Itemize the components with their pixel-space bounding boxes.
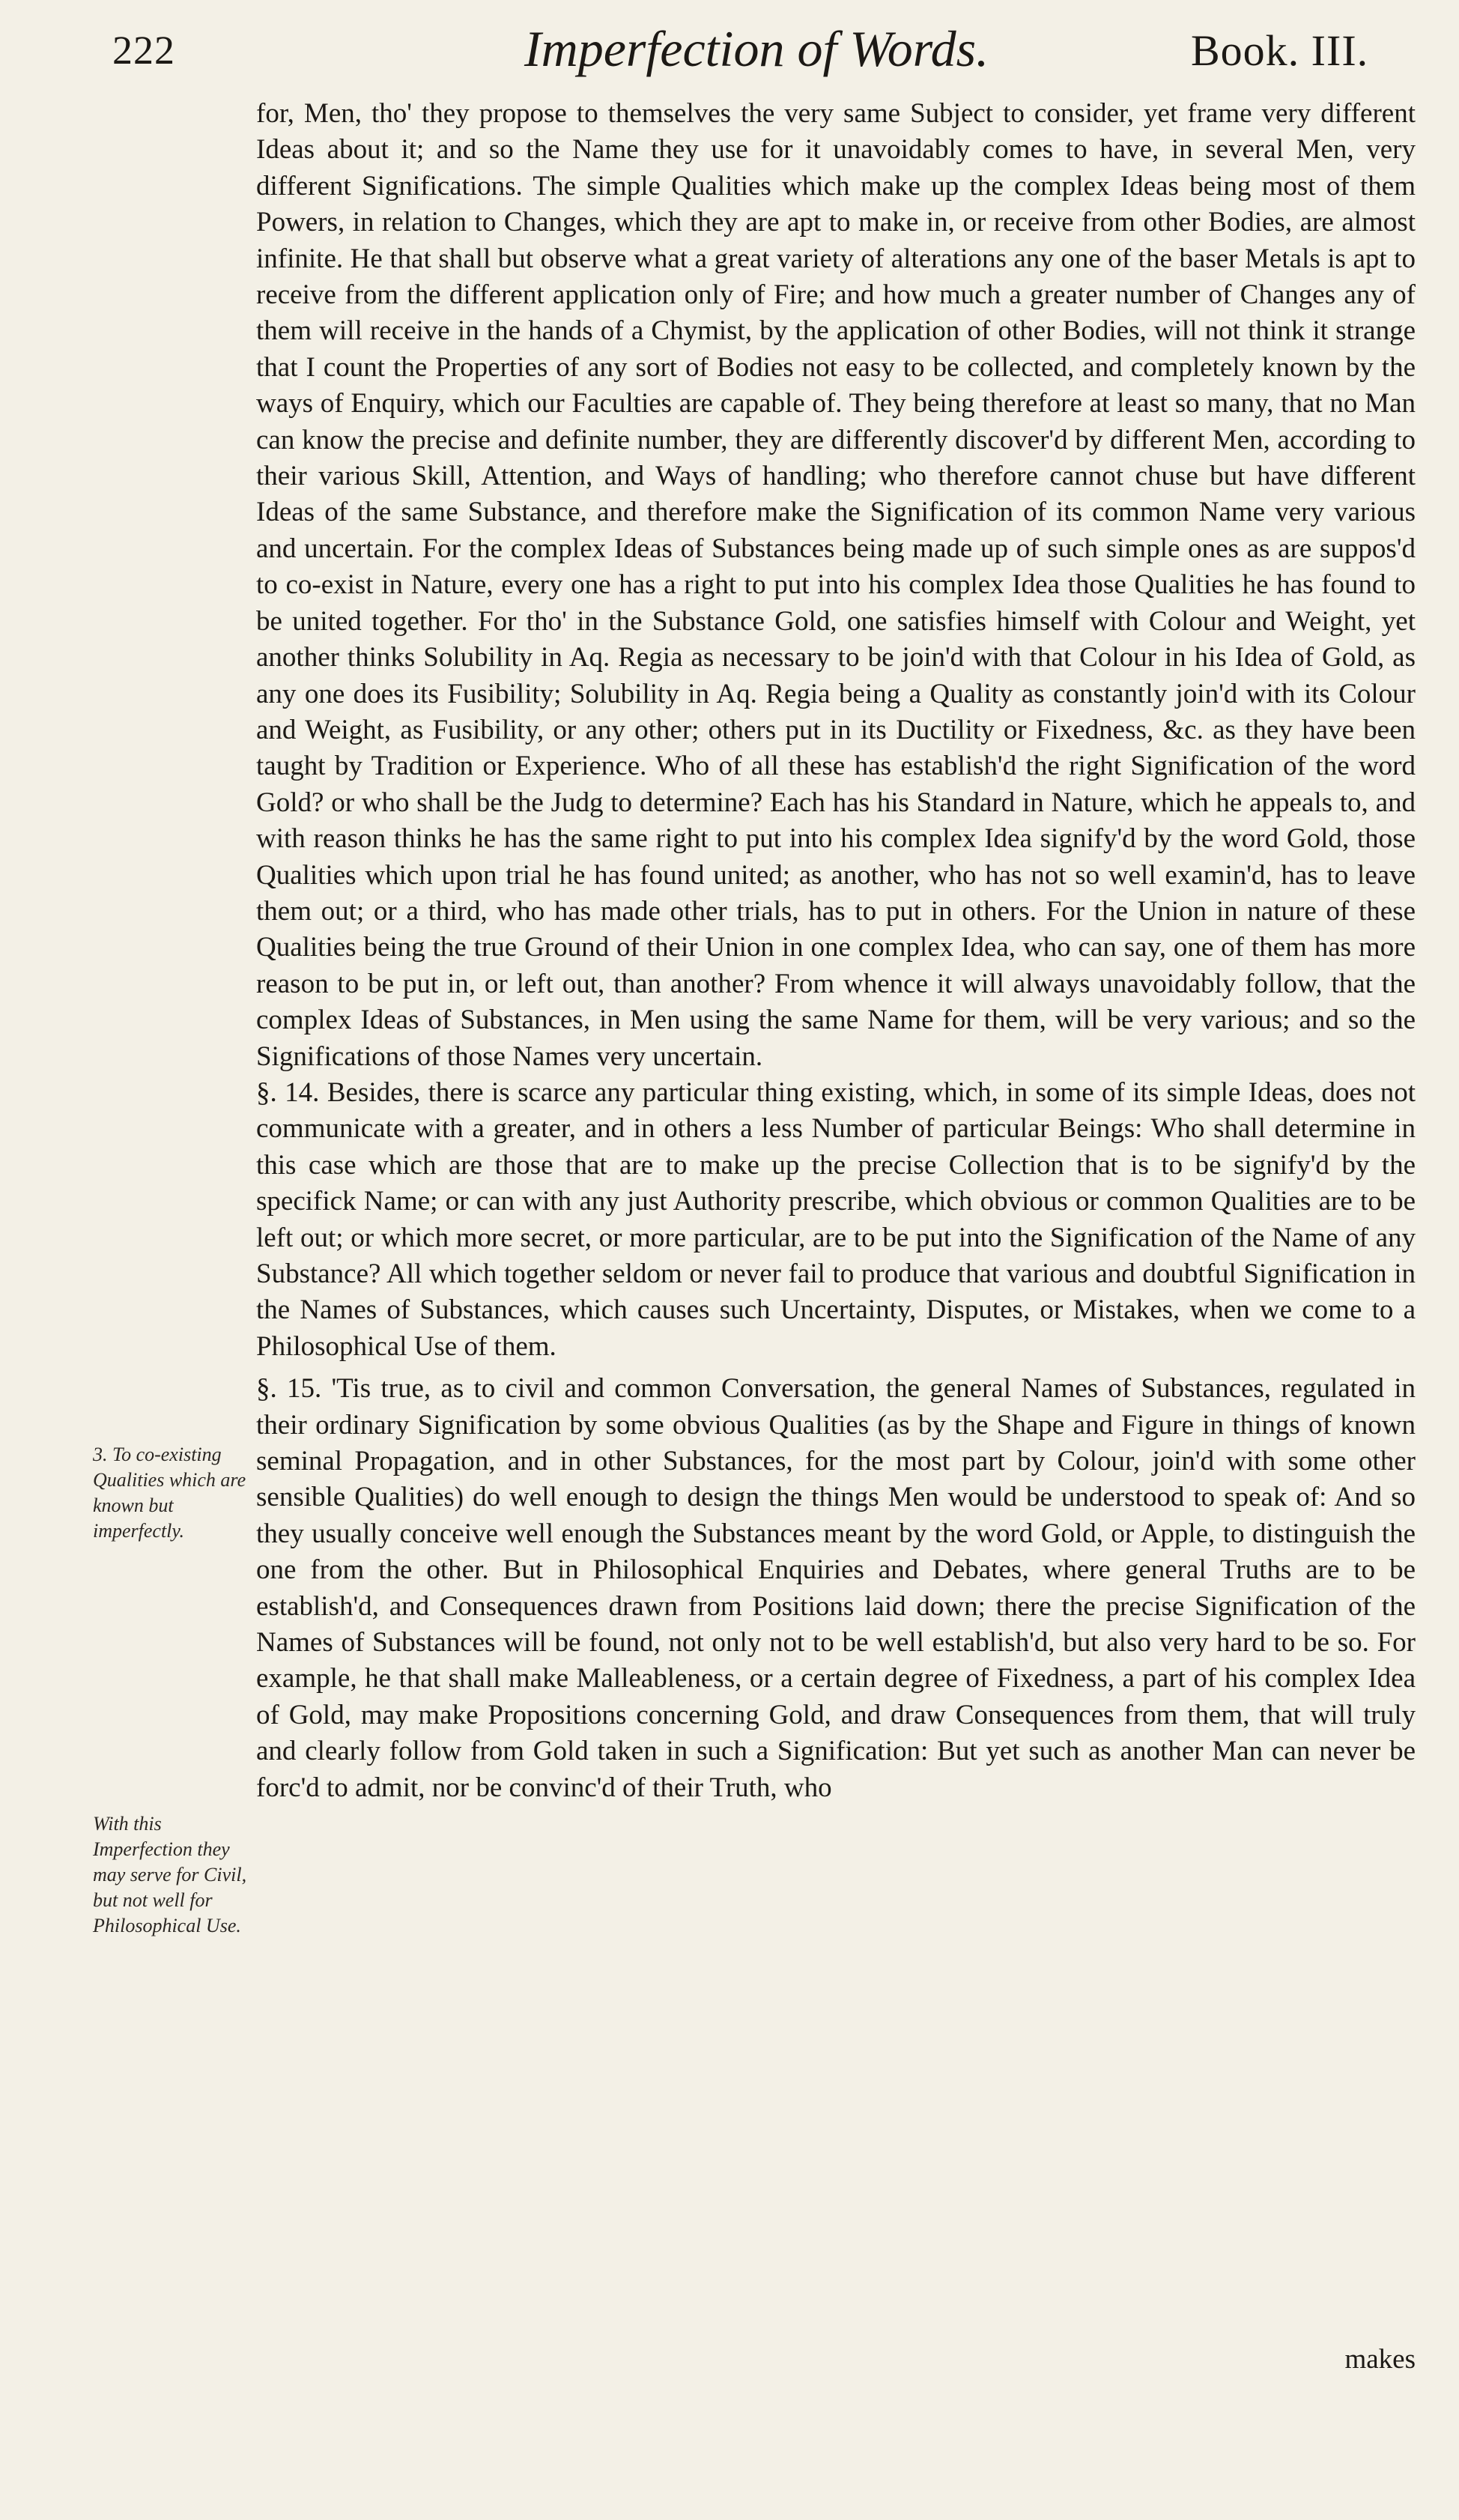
margin-note-civil-use: With this Imperfection they may serve for Civil, but not well for Philosophical Use. bbox=[93, 1813, 247, 1936]
paragraph-section-14: §. 14. Besides, there is scarce any particular thing existing, which, in some of its simple Ideas, does not communicate with a greater, and in others a less Number of particular Beings: Who shall determine in this case which are those that are to make up the precise Collection that is to be signify'd by the specifick Name; or can with any just Authority prescribe, which obvious or common Qualities are to be left out; or which more secret, or more particular, are to be put into the Signification of the Name of any Substance? All which together seldom or never fail to produce that various and doubtful Signification in the Names of Substances, which causes such Uncertainty, Disputes, or Mistakes, when we come to a Philosophical Use of them. bbox=[256, 1076, 1416, 1362]
catchword: makes bbox=[1344, 2344, 1416, 2375]
book-label: Book. III. bbox=[1191, 26, 1369, 75]
running-title: Imperfection of Words. bbox=[524, 20, 989, 77]
paragraph-section-15: §. 15. 'Tis true, as to civil and common Conversation, the general Names of Substances, regulated in their ordinary Signification by some obvious Qualities (as by the Shape and Figure in things of known seminal Propagation, and in other Substances, for the most part by Colour, join'd with some other sensible Qualities) do well enough to design the things Men would be understood to speak of: And so they usually conceive well enough the Substances meant by the word Gold, or Apple, to distinguish the one from the other. But in Philosophical Enquiries and Debates, where general Truths are to be establish'd, and Consequences drawn from Positions laid down; there the precise Signification of the Names of Substances will be found, not only not to be well establish'd, but also very hard to be so. For example, he that shall make Malleableness, or a certain degree of Fixedness, a part of his complex Idea of Gold, may make Propositions concerning Gold, and draw Consequences from them, that will truly and clearly follow from Gold taken in such a Signification: But yet such as another Man can never be forc'd to admit, nor be convinc'd of their Truth, who bbox=[256, 1373, 1416, 1803]
paragraph-continued: for, Men, tho' they propose to themselves the very same Subject to consider, yet frame very different Ideas about it; and so the Name they use for it unavoidably comes to have, in several Men, very different Significations. The simple Qualities which make up the complex Ideas being most of them Powers, in relation to Changes, which they are apt to make in, or receive from other Bodies, are almost infinite. He that shall but observe what a great variety of alterations any one of the baser Metals is apt to receive from the different application only of Fire; and how much a greater number of Changes any of them will receive in the hands of a Chymist, by the application of other Bodies, will not think it strange that I count the Properties of any sort of Bodies not easy to be collected, and completely known by the ways of Enquiry, which our Faculties are capable of. They being therefore at least so many, that no Man can know the precise and definite number, they are differently discover'd by different Men, according to their various Skill, Attention, and Ways of handling; who therefore cannot chuse but have different Ideas of the same Substance, and therefore make the Signification of its common Name very various and uncertain. For the complex Ideas of Substances being made up of such simple ones as are suppos'd to co-exist in Nature, every one has a right to put into his complex Idea those Qualities he has found to be united together. For tho' in the Substance Gold, one satisfies himself with Colour and Weight, yet another thinks Solubility in Aq. Regia as necessary to be join'd with that Colour in his Idea of Gold, as any one does its Fusibility; Solubility in Aq. Regia being a Quality as constantly join'd with its Colour and Weight, as Fusibility, or any other; others put in its Ductility or Fixedness, &c. as they have been taught by Tradition or Experience. Who of all these has establish'd the right Signification of the word Gold? or who shall be the Judg to determine? Each has his Standard in Nature, which he appeals to, and with reason thinks he has the same right to put into his complex Idea signify'd by the word Gold, those Qualities which upon trial he has found united; as another, who has not so well examin'd, has to leave them out; or a third, who has made other trials, has to put in others. For the Union in nature of these Qualities being the true Ground of their Union in one complex Idea, who can say, one of them has more reason to be put in, or left out, than another? From whence it will always unavoidably follow, that the complex Ideas of Substances, in Men using the same Name for them, will be very various; and so the Significations of those Names very uncertain. bbox=[256, 98, 1416, 1072]
main-text bbox=[256, 96, 1416, 1806]
margin-note-co-existing-qualities: 3. To co-existing Qualities which are known but imperfectly. bbox=[93, 1444, 246, 1542]
page-number: 222 bbox=[112, 28, 175, 73]
running-head bbox=[0, 0, 1459, 90]
